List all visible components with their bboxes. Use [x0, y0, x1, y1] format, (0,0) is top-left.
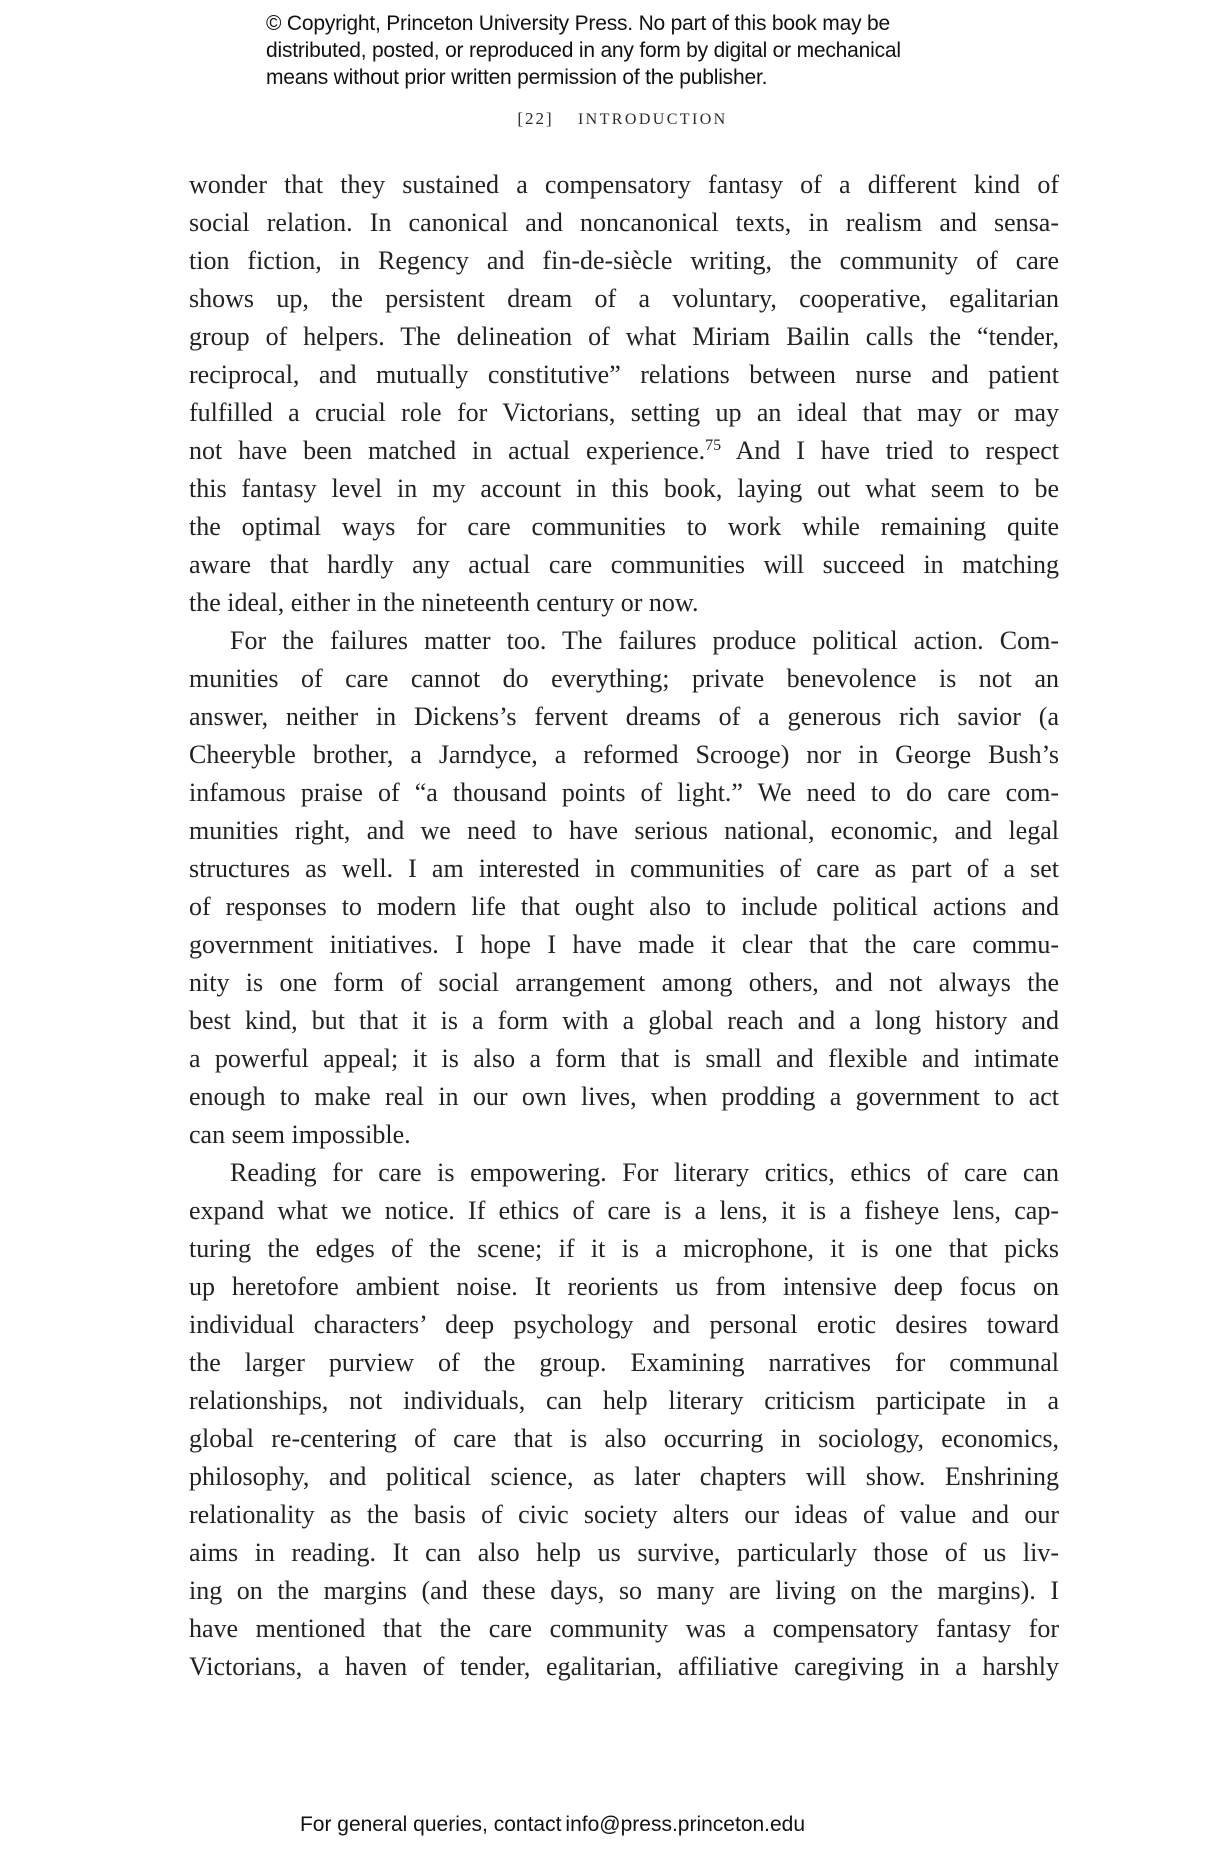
text-line	[189, 888, 1059, 926]
copyright-notice	[266, 10, 986, 91]
text-line	[189, 1382, 1059, 1420]
text-line	[189, 774, 1059, 812]
text-line-content: not have been matched in actual experience.$^{75}$ And I have tried to respect	[189, 436, 1059, 465]
text-line-content: best kind, but that it is a form with a global reach and a long history and	[189, 1006, 1059, 1035]
text-line	[189, 1610, 1059, 1648]
text-line-content: relationships, not individuals, can help literary criticism participate in a	[189, 1386, 1059, 1415]
text-line-content: Reading for care is empowering. For literary critics, ethics of care can	[230, 1158, 1059, 1187]
text-line	[189, 432, 1059, 470]
text-line-content: group of helpers. The delineation of what Miriam Bailin calls the “tender,	[189, 322, 1059, 351]
text-line	[189, 1002, 1059, 1040]
contact-email-link[interactable]: info@press.princeton.edu	[565, 1813, 806, 1836]
text-line-content: answer, neither in Dickens’s fervent dreams of a generous rich savior (a	[189, 702, 1059, 731]
text-line-content: social relation. In canonical and noncanonical texts, in realism and sensa-	[189, 208, 1059, 237]
text-line-content: enough to make real in our own lives, when prodding a government to act	[189, 1082, 1059, 1111]
text-line-content: up heretofore ambient noise. It reorients us from intensive deep focus on	[189, 1272, 1059, 1301]
text-line-content: global re-centering of care that is also occurring in sociology, economics,	[189, 1424, 1059, 1453]
text-line-content: the ideal, either in the nineteenth century or now.	[189, 588, 699, 617]
text-line-content: aims in reading. It can also help us survive, particularly those of us liv-	[189, 1538, 1059, 1567]
running-head	[0, 106, 1225, 133]
paragraph	[189, 166, 1059, 622]
text-line	[189, 1306, 1059, 1344]
text-line-content: can seem impossible.	[189, 1120, 411, 1149]
text-line	[189, 470, 1059, 508]
text-line	[189, 1116, 1059, 1154]
text-line-content: philosophy, and political science, as later chapters will show. Enshrining	[189, 1462, 1059, 1491]
text-line	[189, 508, 1059, 546]
text-line-content: turing the edges of the scene; if it is a microphone, it is one that picks	[189, 1234, 1059, 1263]
text-line	[189, 622, 1059, 660]
footnote-marker[interactable]: 75	[705, 437, 722, 454]
text-line	[189, 356, 1059, 394]
text-line-content: a powerful appeal; it is also a form that is small and flexible and intimate	[189, 1044, 1059, 1073]
text-line	[189, 812, 1059, 850]
text-line-content: structures as well. I am interested in communities of care as part of a set	[189, 854, 1059, 883]
text-line	[189, 964, 1059, 1002]
footer-label: For general queries, contact	[299, 1813, 562, 1836]
body-text	[189, 166, 1059, 1686]
text-line-content: Cheeryble brother, a Jarndyce, a reformed Scrooge) nor in George Bush’s	[189, 740, 1059, 769]
text-line-content: individual characters’ deep psychology and personal erotic desires toward	[189, 1310, 1059, 1339]
text-line	[189, 1268, 1059, 1306]
text-line-content: fulfilled a crucial role for Victorians, setting up an ideal that may or may	[189, 398, 1059, 427]
text-line	[189, 394, 1059, 432]
text-line	[189, 318, 1059, 356]
text-line	[189, 1230, 1059, 1268]
text-line-content: munities of care cannot do everything; private benevolence is not an	[189, 664, 1059, 693]
text-line	[189, 1344, 1059, 1382]
copyright-line: means without prior written permission of the publisher.	[266, 66, 768, 89]
paragraph	[189, 622, 1059, 1154]
text-line-content: the optimal ways for care communities to work while remaining quite	[189, 512, 1059, 541]
text-line-content: infamous praise of “a thousand points of light.” We need to do care com-	[189, 778, 1059, 807]
text-line	[189, 850, 1059, 888]
text-line	[189, 1496, 1059, 1534]
page-number: [22]	[517, 109, 554, 128]
text-line-content: government initiatives. I hope I have made it clear that the care commu-	[189, 930, 1059, 959]
text-line	[189, 1154, 1059, 1192]
copyright-line: distributed, posted, or reproduced in any form by digital or mechanical	[266, 39, 901, 62]
section-title: INTRODUCTION	[577, 111, 728, 128]
text-line-content: this fantasy level in my account in this book, laying out what seem to be	[189, 474, 1059, 503]
paragraph	[189, 1154, 1059, 1686]
text-line-content: nity is one form of social arrangement among others, and not always the	[189, 968, 1059, 997]
text-line-content: aware that hardly any actual care communities will succeed in matching	[189, 550, 1059, 579]
text-line	[189, 926, 1059, 964]
text-line-content: have mentioned that the care community was a compensatory fantasy for	[189, 1614, 1059, 1643]
text-line	[189, 1648, 1059, 1686]
text-line-content: tion fiction, in Regency and fin-de-siècle writing, the community of care	[189, 246, 1059, 275]
text-line-content: reciprocal, and mutually constitutive” relations between nurse and patient	[189, 360, 1059, 389]
text-line	[189, 546, 1059, 584]
text-line-content: shows up, the persistent dream of a voluntary, cooperative, egalitarian	[189, 284, 1059, 313]
text-line	[189, 698, 1059, 736]
copyright-line: © Copyright, Princeton University Press. No part of this book may be	[266, 12, 890, 35]
text-line	[189, 736, 1059, 774]
text-line	[189, 1420, 1059, 1458]
text-line-content: For the failures matter too. The failures produce political action. Com-	[230, 626, 1059, 655]
text-line-content: Victorians, a haven of tender, egalitarian, affiliative caregiving in a harshly	[189, 1652, 1059, 1681]
text-line-content: the larger purview of the group. Examining narratives for communal	[189, 1348, 1059, 1377]
text-line	[189, 280, 1059, 318]
text-line-content: ing on the margins (and these days, so many are living on the margins). I	[189, 1576, 1059, 1605]
text-line	[189, 1458, 1059, 1496]
text-line	[189, 1040, 1059, 1078]
text-line	[189, 584, 1059, 622]
text-line	[189, 166, 1059, 204]
text-line	[189, 1192, 1059, 1230]
text-line-content: of responses to modern life that ought also to include political actions and	[189, 892, 1059, 921]
text-line	[189, 1078, 1059, 1116]
text-line-content: munities right, and we need to have serious national, economic, and legal	[189, 816, 1059, 845]
text-line	[189, 1534, 1059, 1572]
text-line	[189, 242, 1059, 280]
text-line-content: relationality as the basis of civic society alters our ideas of value and our	[189, 1500, 1059, 1529]
footer-contact	[0, 1812, 1225, 1838]
text-line-content: expand what we notice. If ethics of care is a lens, it is a fisheye lens, cap-	[189, 1196, 1059, 1225]
text-line	[189, 660, 1059, 698]
text-line-content: wonder that they sustained a compensatory fantasy of a different kind of	[189, 170, 1059, 199]
text-line	[189, 1572, 1059, 1610]
text-line	[189, 204, 1059, 242]
